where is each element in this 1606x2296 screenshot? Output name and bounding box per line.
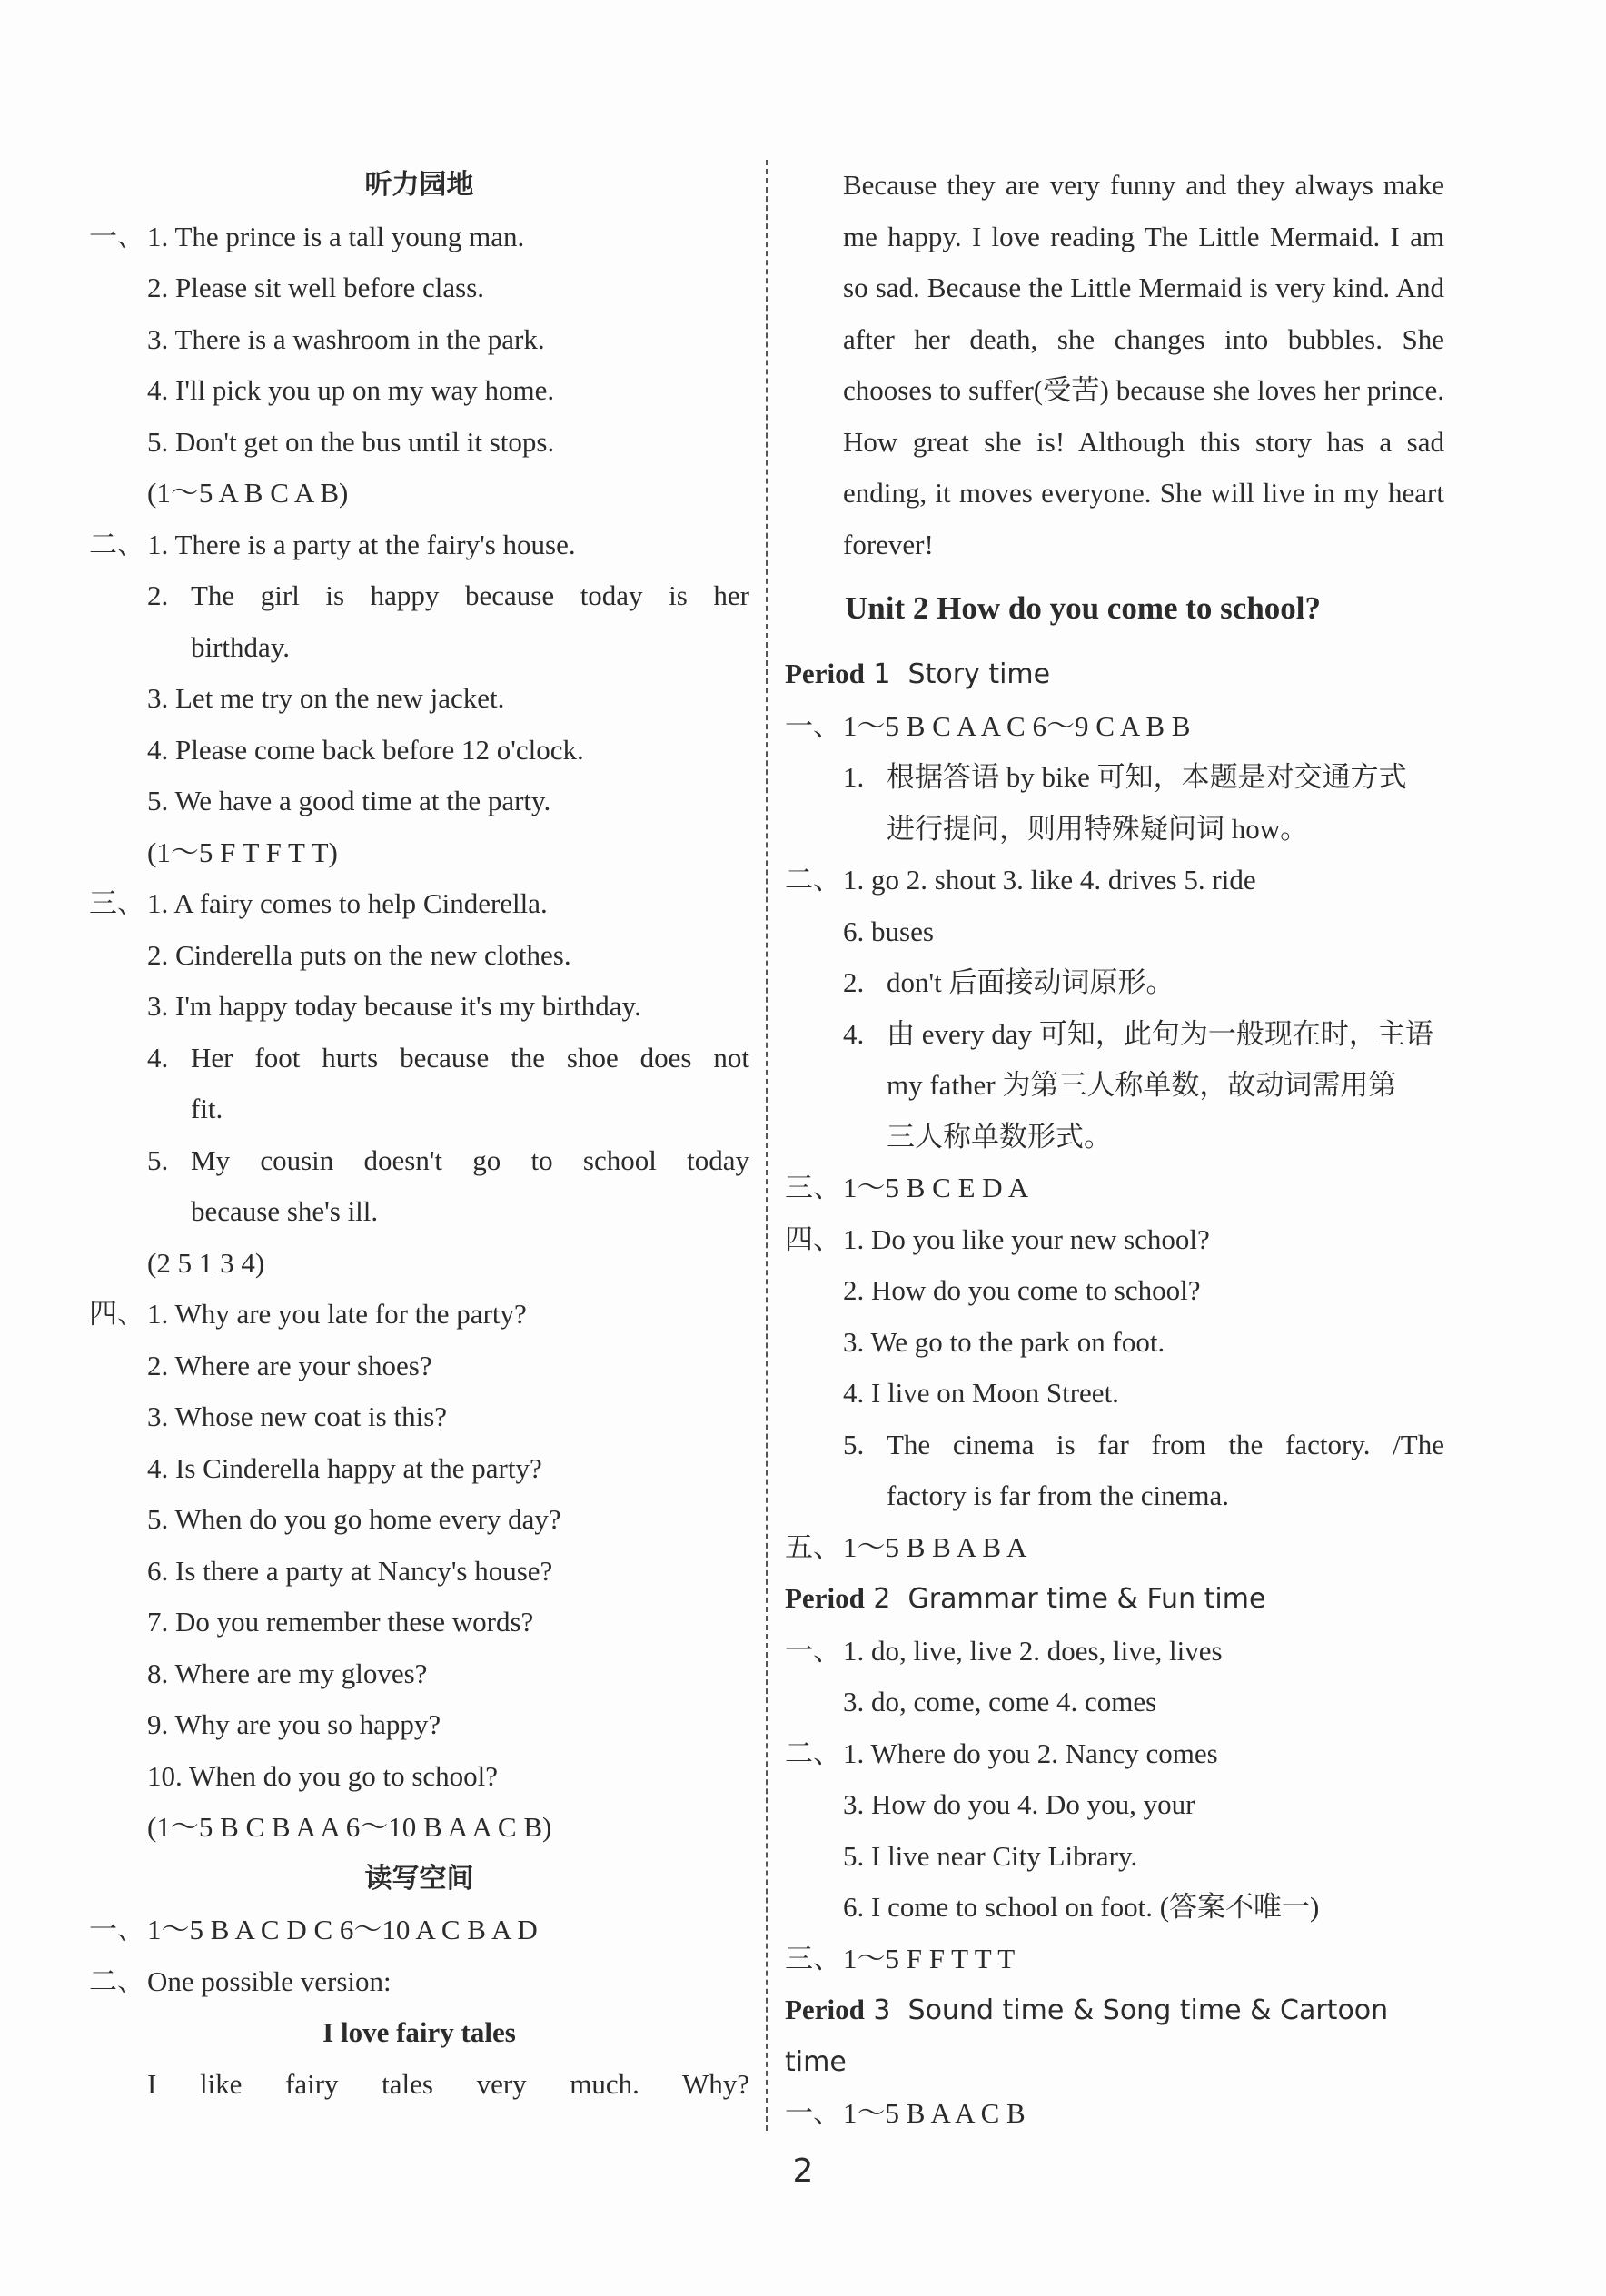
- period-1-section-4-item-4: 4. I live on Moon Street.: [843, 1377, 1119, 1409]
- listening-section-4-item-2: 2. Where are your shoes?: [147, 1349, 432, 1381]
- listening-section-4-item-4: 4. Is Cinderella happy at the party?: [147, 1451, 542, 1484]
- period-2-section-2: 二、1. Where do you 2. Nancy comes: [785, 1737, 1218, 1769]
- essay-title: I love fairy tales: [322, 2016, 516, 2048]
- period-1-section-2-line-2: 6. buses: [843, 915, 934, 947]
- period-1-section-4-item-5-cont: factory is far from the cinema.: [887, 1480, 1229, 1511]
- page-number: 2: [792, 2152, 814, 2190]
- listening-section-1-item-4: 4. I'll pick you up on my way home.: [147, 374, 555, 406]
- listening-section-4-item-3: 3. Whose new coat is this?: [147, 1400, 448, 1432]
- listening-section-2-item-2: 2. The girl is happy because today is her: [147, 579, 749, 611]
- period-2-section-1-line-2: 3. do, come, come 4. comes: [843, 1686, 1157, 1717]
- period-3-section-1: 一、1～5 B A A C B: [785, 2097, 1026, 2129]
- listening-section-2-item-5: 5. We have a good time at the party.: [147, 785, 551, 816]
- period-1-section-3: 三、1～5 B C E D A: [785, 1172, 1029, 1203]
- essay-paragraph: Because they are very funny and they always make me happy. I love reading The Little Mermaid. I am so sad. Because the Little Mermaid is very kind. And after her death, she changes into bubbles. She chooses to suffer(受苦) because she loves her prince. How great she is! Although this story has a sad ending, it moves everyone. She will live in my heart forever!: [843, 169, 1444, 560]
- period-1-note-4-line-2: my father 为第三人称单数，故动词需用第: [887, 1069, 1397, 1101]
- listening-section-1-answer: (1～5 A B C A B): [147, 477, 349, 509]
- period-2-section-1: 一、1. do, live, live 2. does, live, lives: [785, 1634, 1223, 1667]
- period-1-section-4-item-2: 2. How do you come to school?: [843, 1274, 1201, 1306]
- reading-writing-heading: 读写空间: [364, 1862, 474, 1895]
- period-1-note-2: 2. don't 后面接动词原形。: [843, 966, 1175, 998]
- column-divider: [766, 160, 768, 2131]
- period-1-note-1-cont: 进行提问，则用特殊疑问词 how。: [887, 812, 1309, 845]
- listening-section-1-item-3: 3. There is a washroom in the park.: [147, 322, 545, 355]
- listening-section-4-item-7: 7. Do you remember these words?: [147, 1606, 534, 1638]
- period-1-section-1: 一、1～5 B C A A C 6～9 C A B B: [785, 709, 1191, 742]
- listening-section-4-item-9: 9. Why are you so happy?: [147, 1708, 441, 1740]
- listening-section-4-item-5: 5. When do you go home every day?: [147, 1503, 561, 1535]
- listening-section-3-item-4: 4. Her foot hurts because the shoe does not: [147, 1041, 749, 1074]
- listening-section-1-item-2: 2. Please sit well before class.: [147, 272, 485, 303]
- listening-section-3-item-4-cont: fit.: [191, 1093, 223, 1124]
- listening-section-4-item-8: 8. Where are my gloves?: [147, 1657, 428, 1689]
- period-1-note-4-line-3: 三人称单数形式。: [887, 1120, 1112, 1153]
- listening-section-4-item-6: 6. Is there a party at Nancy's house?: [147, 1554, 553, 1587]
- period-2-section-3: 三、1～5 F F T T T: [785, 1942, 1016, 1974]
- right-column: [785, 160, 1444, 2140]
- period-1-section-5: 五、1～5 B B A B A: [785, 1530, 1027, 1563]
- essay-first-line: I like fairy tales very much. Why?: [147, 2067, 749, 2100]
- listening-section-3-item-5-cont: because she's ill.: [191, 1195, 379, 1227]
- period-1-section-2: 二、1. go 2. shout 3. like 4. drives 5. ride: [785, 864, 1256, 896]
- period-1-section-4-item-1: 四、1. Do you like your new school?: [785, 1222, 1210, 1255]
- unit-title: Unit 2 How do you come to school?: [845, 590, 1322, 626]
- reading-writing-section-2: 二、One possible version:: [89, 1964, 392, 1997]
- listening-section-2-item-1: 二、1. There is a party at the fairy's house.: [89, 528, 576, 560]
- left-column: [89, 160, 749, 2110]
- period-3-header: Period 3 Sound time & Song time & Cartoon time: [785, 1994, 1389, 2078]
- reading-writing-section-1: 一、1～5 B A C D C 6～10 A C B A D: [89, 1914, 538, 1945]
- period-2-section-2-line-4: 6. I come to school on foot. (答案不唯一): [843, 1891, 1320, 1923]
- listening-section-2-item-3: 3. Let me try on the new jacket.: [147, 682, 505, 714]
- listening-section-4-answer: (1～5 B C B A A 6～10 B A A C B): [147, 1811, 552, 1843]
- period-1-section-4-item-5: 5. The cinema is far from the factory. /The: [843, 1428, 1444, 1460]
- listening-section-2-item-2-cont: birthday.: [191, 630, 291, 663]
- listening-section-3-item-1: 三、1. A fairy comes to help Cinderella.: [89, 887, 548, 919]
- listening-section-2-answer: (1～5 F T F T T): [147, 836, 338, 868]
- listening-section-1-item-5: 5. Don't get on the bus until it stops.: [147, 425, 555, 458]
- listening-section-3-item-3: 3. I'm happy today because it's my birthday.: [147, 990, 641, 1022]
- period-2-section-2-line-3: 5. I live near City Library.: [843, 1839, 1138, 1872]
- period-1-section-4-item-3: 3. We go to the park on foot.: [843, 1325, 1165, 1358]
- listening-section-4-item-10: 10. When do you go to school?: [147, 1759, 499, 1792]
- listening-heading: 听力园地: [364, 169, 474, 201]
- period-1-note-4: 4. 由 every day 可知，此句为一般现在时，主语: [843, 1017, 1433, 1050]
- listening-section-2-item-4: 4. Please come back before 12 o'clock.: [147, 733, 584, 766]
- period-1-note-1: 1. 根据答语 by bike 可知，本题是对交通方式: [843, 761, 1407, 793]
- listening-section-4-item-1: 四、1. Why are you late for the party?: [89, 1298, 527, 1330]
- listening-section-1-item-1: 一、1. The prince is a tall young man.: [89, 220, 525, 252]
- period-2-section-2-line-2: 3. How do you 4. Do you, your: [843, 1788, 1195, 1820]
- listening-section-3-answer: (2 5 1 3 4): [147, 1246, 265, 1279]
- period-2-header: Period 2 Grammar time & Fun time: [785, 1582, 1266, 1615]
- listening-section-3-item-5: 5. My cousin doesn't go to school today: [147, 1143, 749, 1176]
- listening-section-3-item-2: 2. Cinderella puts on the new clothes.: [147, 938, 571, 971]
- period-1-header: Period 1 Story time: [785, 658, 1051, 690]
